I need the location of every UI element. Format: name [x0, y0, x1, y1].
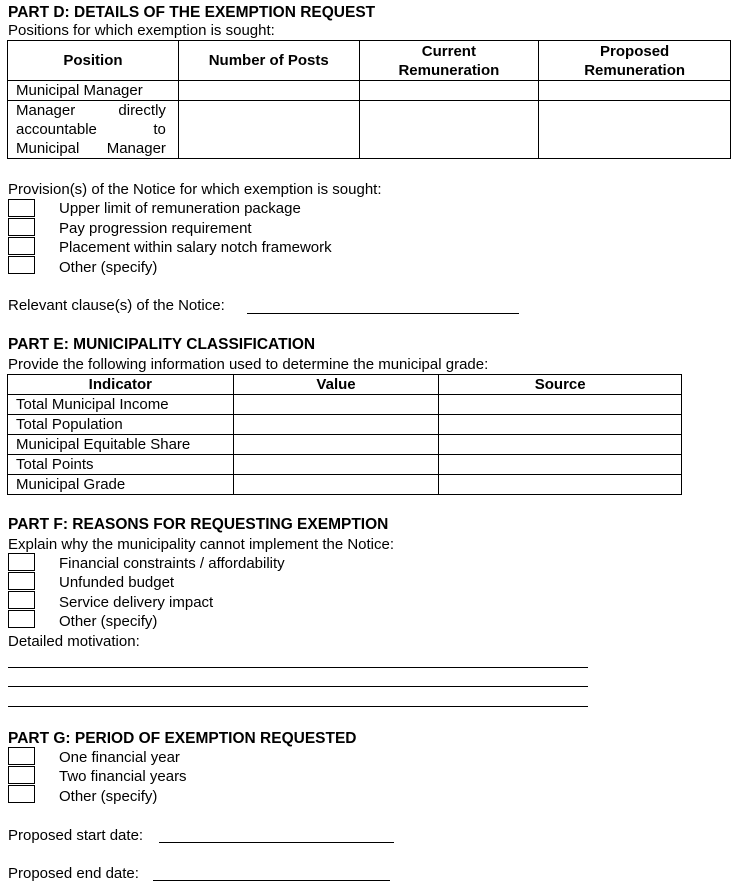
table-row: [8, 395, 682, 415]
part-f-subtitle: Explain why the municipality cannot implement the Notice:: [8, 536, 395, 553]
period-checkbox[interactable]: [8, 766, 35, 784]
posts-cell[interactable]: [178, 101, 359, 159]
source-cell[interactable]: [439, 435, 682, 455]
motivation-label: Detailed motivation:: [8, 633, 140, 650]
part-e-title: PART E: MUNICIPALITY CLASSIFICATION: [8, 336, 316, 353]
proposed-cell[interactable]: [539, 81, 731, 101]
proposed-line: Proposed Remuneration: [584, 42, 686, 79]
period-option: One financial year: [59, 749, 180, 766]
provision-option: Upper limit of remuneration package: [59, 200, 301, 217]
period-option: Other (specify): [59, 788, 158, 805]
col-header-source: Source: [439, 375, 682, 395]
motivation-line[interactable]: [8, 706, 588, 707]
provision-checkbox[interactable]: [8, 237, 35, 255]
period-checkbox[interactable]: [8, 785, 35, 803]
provision-checkbox[interactable]: [8, 256, 35, 274]
part-d-title: PART D: DETAILS OF THE EXEMPTION REQUEST: [8, 4, 376, 21]
provision-checkbox[interactable]: [8, 199, 35, 217]
current-line: Current Remuneration: [398, 42, 500, 79]
reason-option: Service delivery impact: [59, 594, 214, 611]
table-row: [8, 415, 682, 435]
provision-option: Placement within salary notch framework: [59, 239, 332, 256]
reason-option: Other (specify): [59, 613, 158, 630]
motivation-line[interactable]: [8, 686, 588, 687]
position-word: Manager: [16, 102, 76, 119]
clause-label: Relevant clause(s) of the Notice:: [8, 297, 225, 314]
table-row: [8, 81, 731, 101]
table-row: [8, 101, 731, 159]
position-word: directly: [118, 102, 166, 119]
position-word: to: [153, 121, 166, 138]
proposed-cell[interactable]: [539, 101, 731, 159]
period-checkbox[interactable]: [8, 747, 35, 765]
position-word: Manager: [106, 140, 166, 157]
current-cell[interactable]: [359, 81, 539, 101]
indicator-cell: Total Population: [8, 415, 234, 435]
value-cell[interactable]: [233, 455, 439, 475]
value-cell[interactable]: [233, 415, 439, 435]
start-date-line[interactable]: [159, 842, 394, 843]
position-line: [16, 120, 166, 139]
start-date-label: Proposed start date:: [8, 827, 144, 844]
posts-cell[interactable]: [178, 81, 359, 101]
positions-table: [7, 40, 731, 159]
provision-option: Pay progression requirement: [59, 220, 252, 237]
reason-checkbox[interactable]: [8, 553, 35, 571]
table-row: [8, 475, 682, 495]
position-word: Municipal: [16, 140, 80, 157]
indicator-cell: Municipal Equitable Share: [8, 435, 234, 455]
position-line: [16, 101, 166, 120]
source-cell[interactable]: [439, 395, 682, 415]
provision-checkbox[interactable]: [8, 218, 35, 236]
position-word: accountable: [16, 121, 97, 138]
reason-option: Financial constraints / affordability: [59, 555, 285, 572]
part-e-subtitle: Provide the following information used to determine the municipal grade:: [8, 356, 489, 373]
classification-table: [7, 374, 682, 495]
period-option: Two financial years: [59, 768, 187, 785]
position-cell: Municipal Manager: [8, 81, 179, 101]
current-cell[interactable]: [359, 101, 539, 159]
col-header-proposed: [539, 41, 731, 81]
end-date-label: Proposed end date:: [8, 865, 139, 882]
reason-checkbox[interactable]: [8, 591, 35, 609]
value-cell[interactable]: [233, 435, 439, 455]
col-header-current: [359, 41, 539, 81]
reason-option: Unfunded budget: [59, 574, 175, 591]
position-line: [16, 139, 166, 158]
clause-input-line[interactable]: [247, 313, 519, 314]
source-cell[interactable]: [439, 455, 682, 475]
source-cell[interactable]: [439, 415, 682, 435]
col-header-posts: Number of Posts: [178, 41, 359, 81]
provision-option: Other (specify): [59, 259, 158, 276]
col-header-indicator: Indicator: [8, 375, 234, 395]
position-cell: [8, 101, 179, 159]
table-row: [8, 435, 682, 455]
indicator-cell: Total Municipal Income: [8, 395, 234, 415]
motivation-line[interactable]: [8, 667, 588, 668]
end-date-line[interactable]: [153, 880, 390, 881]
table-row: [8, 455, 682, 475]
col-header-value: Value: [233, 375, 439, 395]
indicator-cell: Municipal Grade: [8, 475, 234, 495]
indicator-cell: Total Points: [8, 455, 234, 475]
reason-checkbox[interactable]: [8, 610, 35, 628]
value-cell[interactable]: [233, 475, 439, 495]
value-cell[interactable]: [233, 395, 439, 415]
col-header-position: Position: [8, 41, 179, 81]
source-cell[interactable]: [439, 475, 682, 495]
part-d-subtitle: Positions for which exemption is sought:: [8, 22, 275, 39]
part-g-title: PART G: PERIOD OF EXEMPTION REQUESTED: [8, 730, 357, 747]
reason-checkbox[interactable]: [8, 572, 35, 590]
provisions-label: Provision(s) of the Notice for which exemption is sought:: [8, 181, 382, 198]
part-f-title: PART F: REASONS FOR REQUESTING EXEMPTION: [8, 516, 389, 533]
